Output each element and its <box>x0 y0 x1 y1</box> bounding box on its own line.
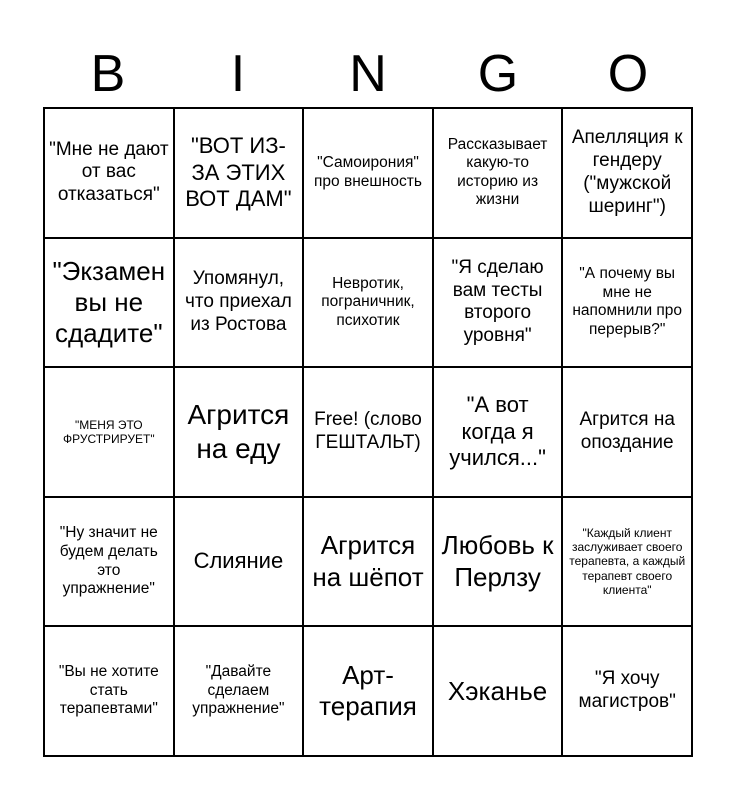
bingo-cell-r4-c5[interactable] <box>562 497 692 627</box>
cell-text: Free! (слово ГЕШТАЛЬТ) <box>314 409 422 453</box>
cell-text: "Я хочу магистров" <box>578 668 676 713</box>
cell-text: "А почему вы мне не напомнили про перерыв?" <box>572 265 683 338</box>
bingo-cell-r3-c4[interactable] <box>433 367 563 497</box>
header-letter-g: G <box>477 45 519 103</box>
bingo-cell-r2-c1[interactable] <box>44 238 174 368</box>
cell-text: Агрится на еду <box>187 399 290 464</box>
bingo-cell-r5-c5[interactable] <box>562 626 692 756</box>
header-letter-n: N <box>349 45 387 103</box>
cell-text: "Вы не хотите стать терапевтами" <box>58 663 159 718</box>
cell-text: Невротик, пограничник, психотик <box>321 274 415 329</box>
cell-text: "А вот когда я учился..." <box>449 392 546 471</box>
cell-text: "Каждый клиент заслуживает своего терапевта, а каждый терапевт своего клиента" <box>569 525 686 598</box>
bingo-cell-r5-c2[interactable] <box>174 626 304 756</box>
cell-text: "Ну значит не будем делать это упражнение" <box>59 524 158 598</box>
bingo-cell-r2-c3[interactable] <box>303 238 433 368</box>
cell-text: "Давайте сделаем упражнение" <box>192 663 285 718</box>
cell-text: Упомянул, что приехал из Ростова <box>184 268 292 335</box>
bingo-cell-r2-c4[interactable] <box>433 238 563 368</box>
cell-text: "ВОТ ИЗ-ЗА ЭТИХ ВОТ ДАМ" <box>185 133 292 211</box>
header-letter-i: I <box>230 45 246 103</box>
cell-text: Агрится на шёпот <box>312 530 424 592</box>
bingo-cell-r1-c5[interactable] <box>562 108 692 238</box>
bingo-cell-r5-c4[interactable] <box>433 626 563 756</box>
bingo-cell-r1-c3[interactable] <box>303 108 433 238</box>
bingo-cell-r2-c2[interactable] <box>174 238 304 368</box>
bingo-cell-r3-c5[interactable] <box>562 367 692 497</box>
cell-text: Апелляция к гендеру ("мужской шеринг") <box>571 127 683 217</box>
bingo-cell-r4-c3[interactable] <box>303 497 433 627</box>
cell-text: Арт-терапия <box>319 660 417 722</box>
cell-text: "Экзамен вы не сдадите" <box>52 255 166 348</box>
bingo-cell-r1-c2[interactable] <box>174 108 304 238</box>
bingo-header <box>43 40 693 108</box>
cell-text: Слияние <box>193 548 284 574</box>
bingo-cell-r4-c2[interactable] <box>174 497 304 627</box>
bingo-board <box>43 107 693 757</box>
cell-text: Рассказывает какую-то историю из жизни <box>447 135 548 209</box>
bingo-cell-r5-c1[interactable] <box>44 626 174 756</box>
cell-text: Агрится на опоздание <box>579 409 675 453</box>
bingo-cell-r4-c4[interactable] <box>433 497 563 627</box>
cell-text: "МЕНЯ ЭТО ФРУСТРИРУЕТ" <box>62 417 155 446</box>
cell-text: Любовь к Перлзу <box>441 530 554 592</box>
header-letter-o: O <box>607 45 649 103</box>
cell-text: Хэканье <box>447 675 548 706</box>
bingo-cell-r1-c4[interactable] <box>433 108 563 238</box>
cell-text: "Самоирония" про внешность <box>314 154 422 190</box>
bingo-cell-r2-c5[interactable] <box>562 238 692 368</box>
bingo-cell-r3-c3 free-space[interactable] <box>303 367 433 497</box>
bingo-cell-r5-c3[interactable] <box>303 626 433 756</box>
bingo-cell-r3-c1[interactable] <box>44 367 174 497</box>
bingo-cell-r3-c2[interactable] <box>174 367 304 497</box>
bingo-cell-r1-c1[interactable] <box>44 108 174 238</box>
cell-text: "Мне не дают от вас отказаться" <box>49 138 169 206</box>
header-letter-b: B <box>90 45 126 103</box>
bingo-cell-r4-c1[interactable] <box>44 497 174 627</box>
cell-text: "Я сделаю вам тесты второго уровня" <box>451 256 544 347</box>
